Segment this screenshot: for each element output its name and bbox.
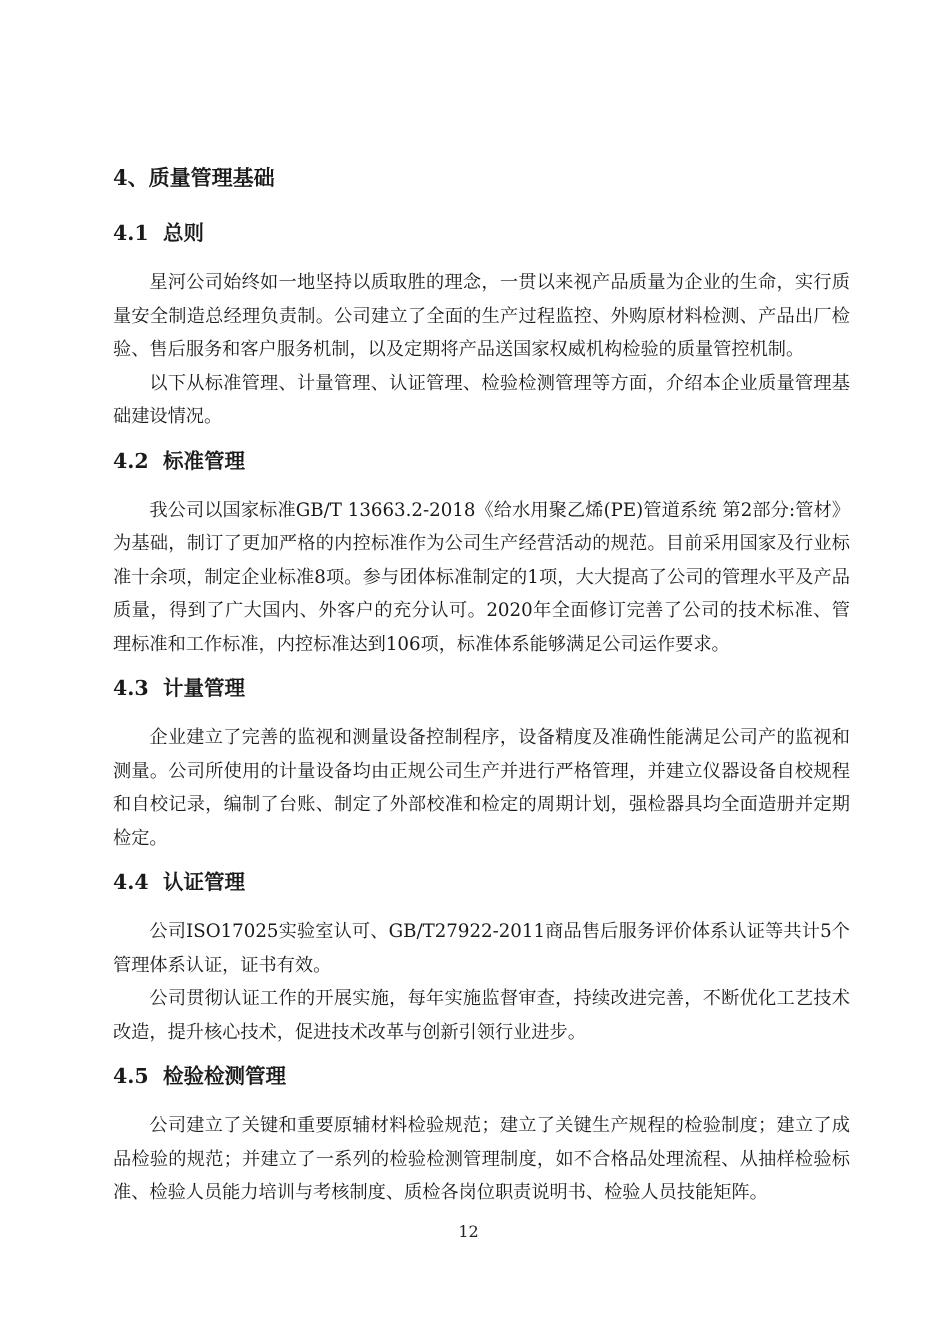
section-standards-management bbox=[113, 448, 850, 662]
page-number: 12 bbox=[458, 1222, 479, 1241]
section-heading-4-4: 4.4 认证管理 bbox=[113, 870, 245, 894]
paragraph: 我公司以国家标准GB/T 13663.2-2018《给水用聚乙烯(PE)管道系统 第2部分:管材》为基础，制订了更加严格的内控标准作为公司生产经营活动的规范。目前采用国家及行业标准十余项，制定企业标准8项。参与团体标准制定的1项，大大提高了公司的管理水平及产品质量，得到了广大国内、外客户的充分认可。2020年全面修订完善了公司的技术标准、管理标准和工作标准，内控标准达到106项，标准体系能够满足公司运作要求。 bbox=[113, 499, 850, 655]
section-inspection-testing-management bbox=[113, 1063, 850, 1210]
paragraph: 公司贯彻认证工作的开展实施，每年实施监督审查，持续改进完善，不断优化工艺技术改造，提升核心技术，促进技术改革与创新引领行业进步。 bbox=[113, 988, 850, 1043]
section-quality-management-basics bbox=[113, 165, 850, 191]
section-heading-4-1: 4.1 总则 bbox=[113, 221, 204, 245]
paragraph: 企业建立了完善的监视和测量设备控制程序，设备精度及准确性能满足公司产的监视和测量。公司所使用的计量设备均由正规公司生产并进行严格管理，并建立仪器设备自校规程和自校记录，编制了台账、制定了外部校准和检定的周期计划，强检器具均全面造册并定期检定。 bbox=[113, 727, 850, 849]
section-heading-4-5: 4.5 检验检测管理 bbox=[113, 1064, 286, 1088]
paragraph: 以下从标准管理、计量管理、认证管理、检验检测管理等方面，介绍本企业质量管理基础建设情况。 bbox=[113, 372, 850, 427]
paragraph: 公司建立了关键和重要原辅材料检验规范；建立了关键生产规程的检验制度；建立了成品检验的规范；并建立了一系列的检验检测管理制度，如不合格品处理流程、从抽样检验标准、检验人员能力培训与考核制度、质检各岗位职责说明书、检验人员技能矩阵。 bbox=[113, 1115, 850, 1203]
paragraph: 星河公司始终如一地坚持以质取胜的理念，一贯以来视产品质量为企业的生命，实行质量安全制造总经理负责制。公司建立了全面的生产过程监控、外购原材料检测、产品出厂检验、售后服务和客户服务机制，以及定期将产品送国家权威机构检验的质量管控机制。 bbox=[113, 272, 850, 360]
section-heading-4-3: 4.3 计量管理 bbox=[113, 676, 245, 700]
document-content bbox=[113, 165, 850, 1210]
section-certification-management bbox=[113, 869, 850, 1049]
section-general-principles bbox=[113, 220, 850, 434]
section-metrology-management bbox=[113, 675, 850, 855]
paragraph: 公司ISO17025实验室认可、GB/T27922-2011商品售后服务评价体系认证等共计5个管理体系认证，证书有效。 bbox=[113, 921, 850, 976]
chapter-heading: 4、质量管理基础 bbox=[113, 165, 275, 190]
section-heading-4-2: 4.2 标准管理 bbox=[113, 448, 245, 473]
